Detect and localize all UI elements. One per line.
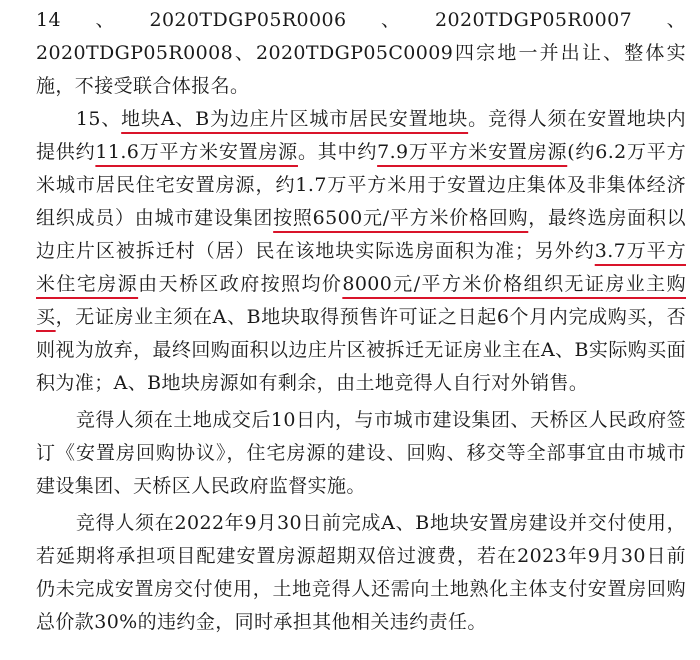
highlight-resettlement-plots: 地块A、B为边庄片区城市居民安置地块 <box>121 108 469 130</box>
highlight-average-price: 8000元/平方米价格组织无证房业主购买 <box>36 273 686 328</box>
paragraph-14-text: 14、2020TDGP05R0006、2020TDGP05R0007、2020TDGP05R0008、2020TDGP05C0009四宗地一并出让、整体实施，不接受联合体报名。 <box>36 9 686 97</box>
paragraph-15 <box>36 103 686 400</box>
paragraph-deadline <box>36 507 686 639</box>
highlight-buyback-price: 按照6500元/平方米价格回购 <box>273 207 529 229</box>
paragraph-15-text-6: ，无证房业主须在A、B地块取得预售许可证之日起6个月内完成购买，否则视为放弃，最终回购面积以边庄片区被拆迁无证房业主在A、B实际购买面积为准；A、B地块房源如有剩余，由土地竞得人自行对外销售。 <box>36 306 686 394</box>
paragraph-15-text-5: 由天桥区政府按照均价 <box>138 273 343 295</box>
paragraph-15-text-2: 。其中约 <box>297 141 378 163</box>
highlight-residential-housing-area: 3.7万平方米住宅房源 <box>36 240 686 295</box>
paragraph-15-text-4: ，最终选房面积以边庄片区被拆迁村（居）民在该地块实际选房面积为准；另外约 <box>36 207 686 262</box>
paragraph-15-number: 15、 <box>75 108 122 130</box>
highlight-total-housing-area: 11.6万平方米安置房源 <box>95 141 298 163</box>
paragraph-14 <box>36 4 686 103</box>
paragraph-agreement <box>36 404 686 503</box>
paragraph-agreement-text: 竞得人须在土地成交后10日内，与市城市建设集团、天桥区人民政府签订《安置房回购协议》，住宅房源的建设、回购、移交等全部事宜由市城市建设集团、天桥区人民政府监督实施。 <box>36 409 686 497</box>
paragraph-deadline-text: 竞得人须在2022年9月30日前完成A、B地块安置房建设并交付使用，若延期将承担项目配建安置房源超期双倍过渡费，若在2023年9月30日前仍未完成安置房交付使用，土地竞得人还需向土地熟化主体支付安置房回购总价款30%的违约金，同时承担其他相关违约责任。 <box>36 512 686 633</box>
highlight-resettlement-housing-area: 7.9万平方米安置房源 <box>377 141 568 163</box>
paragraph-15-text-3: (约6.2万平方米城市居民住宅安置房源，约1.7万平方米用于安置边庄集体及非集体经济组织成员）由城市建设集团 <box>36 141 686 229</box>
paragraph-15-text-1: 。竞得人须在安置地块内提供约 <box>36 108 686 163</box>
